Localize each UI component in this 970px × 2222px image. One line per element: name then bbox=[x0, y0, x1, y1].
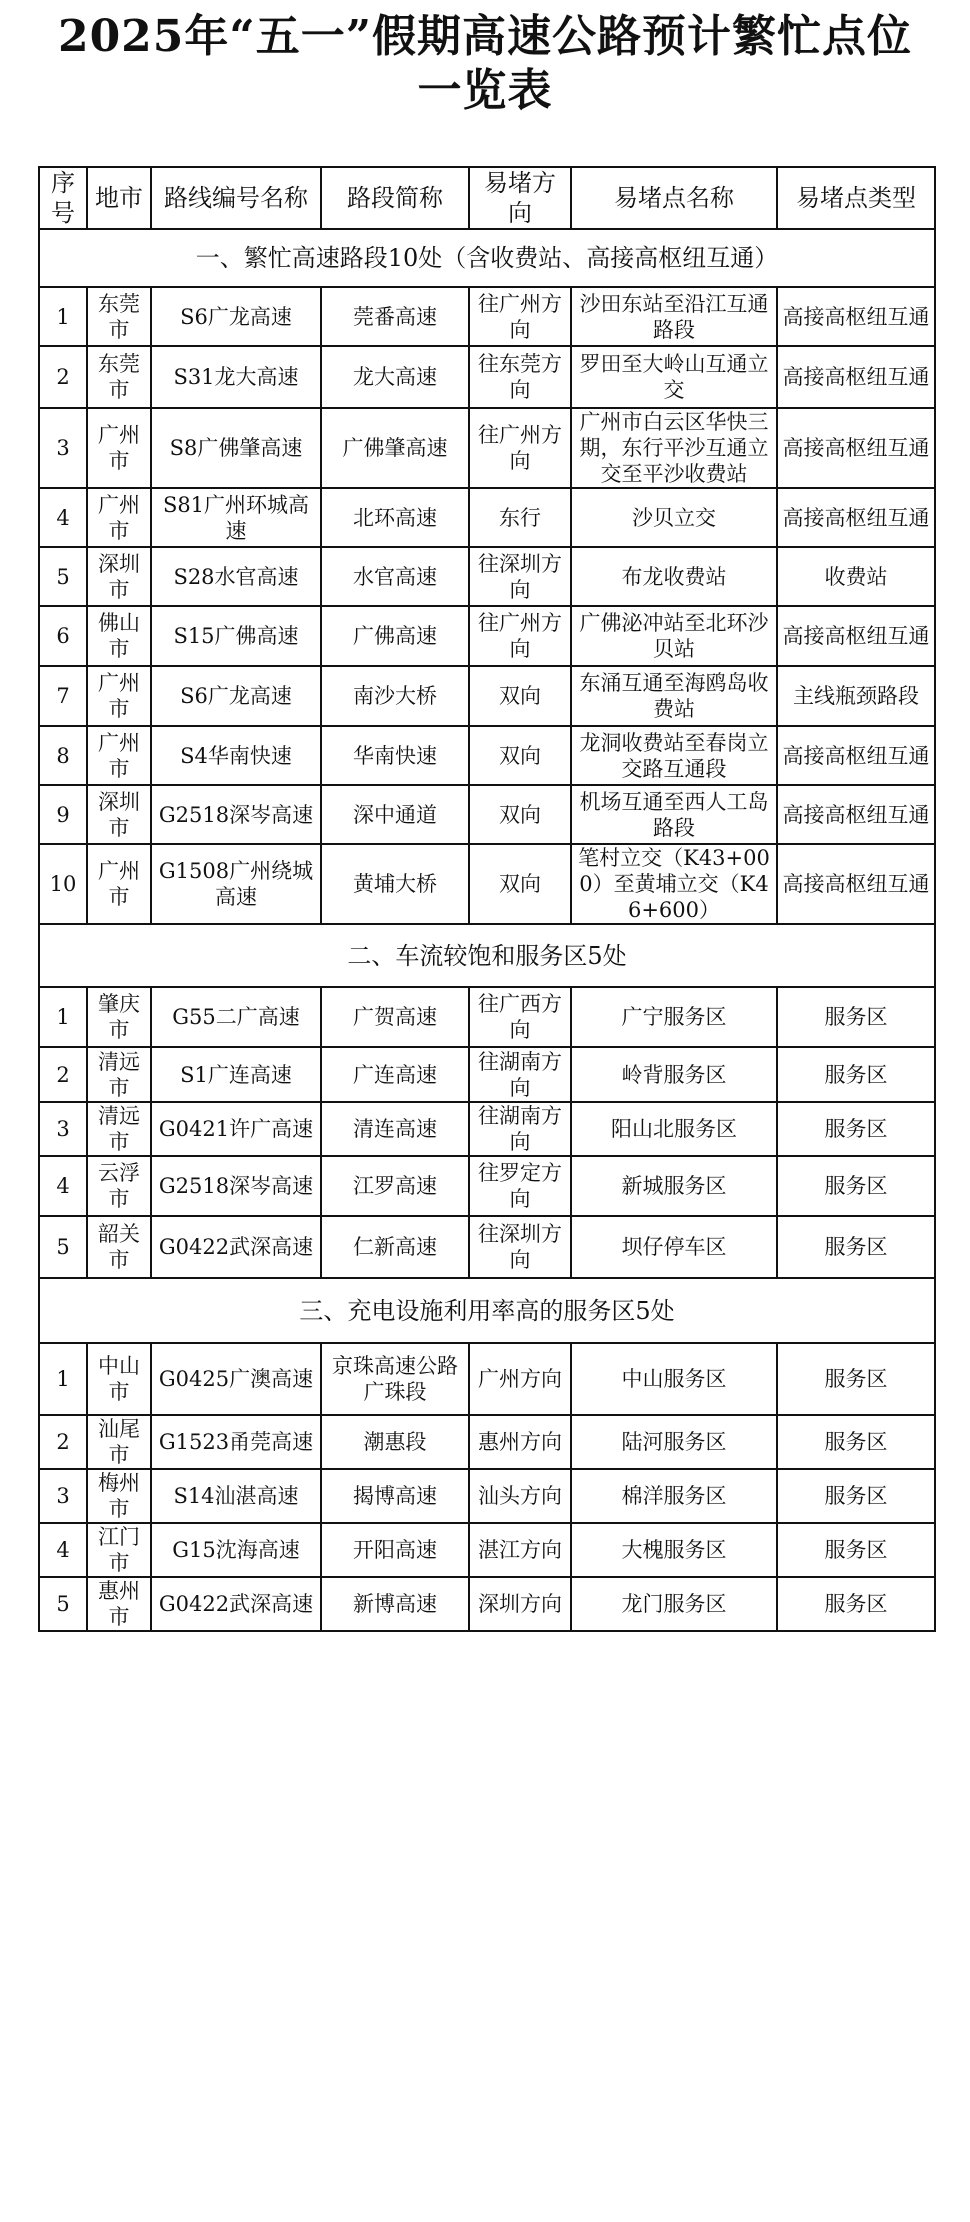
cell-index: 3 bbox=[39, 1469, 87, 1523]
table-row bbox=[39, 408, 935, 488]
cell-route: S15广佛高速 bbox=[151, 606, 321, 666]
cell-index: 9 bbox=[39, 785, 87, 844]
cell-index: 2 bbox=[39, 346, 87, 408]
table-row bbox=[39, 1523, 935, 1577]
cell-point-type: 服务区 bbox=[777, 1343, 935, 1415]
table-row bbox=[39, 785, 935, 844]
cell-index: 5 bbox=[39, 1216, 87, 1278]
cell-point-name: 沙贝立交 bbox=[571, 488, 777, 547]
cell-direction: 往广州方向 bbox=[469, 287, 571, 346]
cell-index: 3 bbox=[39, 1102, 87, 1156]
cell-index: 2 bbox=[39, 1047, 87, 1102]
cell-direction: 深圳方向 bbox=[469, 1577, 571, 1631]
table-row bbox=[39, 1156, 935, 1216]
header-cell: 易堵点类型 bbox=[777, 167, 935, 229]
table-row bbox=[39, 287, 935, 346]
cell-point-name: 广州市白云区华快三期，东行平沙互通立交至平沙收费站 bbox=[571, 408, 777, 488]
cell-point-name: 陆河服务区 bbox=[571, 1415, 777, 1469]
table-row bbox=[39, 1047, 935, 1102]
cell-route: S8广佛肇高速 bbox=[151, 408, 321, 488]
cell-section: 清连高速 bbox=[321, 1102, 469, 1156]
cell-section: 开阳高速 bbox=[321, 1523, 469, 1577]
section-title-row bbox=[39, 229, 935, 287]
cell-section: 南沙大桥 bbox=[321, 666, 469, 726]
cell-point-name: 东涌互通至海鸥岛收费站 bbox=[571, 666, 777, 726]
cell-point-type: 高接高枢纽互通 bbox=[777, 408, 935, 488]
cell-route: S1广连高速 bbox=[151, 1047, 321, 1102]
cell-point-name: 罗田至大岭山互通立交 bbox=[571, 346, 777, 408]
cell-direction: 往深圳方向 bbox=[469, 1216, 571, 1278]
cell-section: 潮惠段 bbox=[321, 1415, 469, 1469]
cell-direction: 往罗定方向 bbox=[469, 1156, 571, 1216]
cell-city: 云浮市 bbox=[87, 1156, 151, 1216]
header-cell: 易堵方向 bbox=[469, 167, 571, 229]
cell-section: 江罗高速 bbox=[321, 1156, 469, 1216]
header-row bbox=[39, 167, 935, 229]
cell-direction: 汕头方向 bbox=[469, 1469, 571, 1523]
table-row bbox=[39, 1216, 935, 1278]
cell-city: 广州市 bbox=[87, 666, 151, 726]
cell-route: G0422武深高速 bbox=[151, 1216, 321, 1278]
cell-route: S6广龙高速 bbox=[151, 666, 321, 726]
cell-section: 京珠高速公路广珠段 bbox=[321, 1343, 469, 1415]
cell-direction: 往深圳方向 bbox=[469, 547, 571, 606]
cell-section: 北环高速 bbox=[321, 488, 469, 547]
table-row bbox=[39, 606, 935, 666]
cell-index: 4 bbox=[39, 1156, 87, 1216]
cell-point-type: 服务区 bbox=[777, 1216, 935, 1278]
cell-direction: 广州方向 bbox=[469, 1343, 571, 1415]
cell-direction: 双向 bbox=[469, 785, 571, 844]
cell-index: 6 bbox=[39, 606, 87, 666]
cell-index: 4 bbox=[39, 1523, 87, 1577]
cell-city: 佛山市 bbox=[87, 606, 151, 666]
header-cell: 路线编号名称 bbox=[151, 167, 321, 229]
cell-index: 7 bbox=[39, 666, 87, 726]
cell-point-type: 服务区 bbox=[777, 1415, 935, 1469]
cell-index: 5 bbox=[39, 1577, 87, 1631]
section-title-row bbox=[39, 1278, 935, 1343]
table-row bbox=[39, 666, 935, 726]
cell-city: 广州市 bbox=[87, 488, 151, 547]
cell-point-name: 阳山北服务区 bbox=[571, 1102, 777, 1156]
cell-index: 2 bbox=[39, 1415, 87, 1469]
cell-section: 莞番高速 bbox=[321, 287, 469, 346]
cell-point-type: 高接高枢纽互通 bbox=[777, 287, 935, 346]
table-row bbox=[39, 346, 935, 408]
cell-city: 韶关市 bbox=[87, 1216, 151, 1278]
cell-point-type: 服务区 bbox=[777, 1102, 935, 1156]
cell-point-type: 高接高枢纽互通 bbox=[777, 844, 935, 924]
cell-route: S4华南快速 bbox=[151, 726, 321, 785]
cell-section: 揭博高速 bbox=[321, 1469, 469, 1523]
cell-point-type: 服务区 bbox=[777, 987, 935, 1047]
section-title: 三、充电设施利用率高的服务区5处 bbox=[39, 1278, 935, 1343]
cell-point-name: 笔村立交（K43+000）至黄埔立交（K46+600） bbox=[571, 844, 777, 924]
cell-point-type: 高接高枢纽互通 bbox=[777, 346, 935, 408]
cell-section: 仁新高速 bbox=[321, 1216, 469, 1278]
cell-route: G0425广澳高速 bbox=[151, 1343, 321, 1415]
cell-index: 3 bbox=[39, 408, 87, 488]
title-line-2: 一览表 bbox=[417, 65, 553, 116]
cell-point-name: 坝仔停车区 bbox=[571, 1216, 777, 1278]
cell-route: S14汕湛高速 bbox=[151, 1469, 321, 1523]
cell-index: 1 bbox=[39, 1343, 87, 1415]
cell-section: 广贺高速 bbox=[321, 987, 469, 1047]
cell-point-type: 高接高枢纽互通 bbox=[777, 785, 935, 844]
cell-city: 中山市 bbox=[87, 1343, 151, 1415]
cell-index: 10 bbox=[39, 844, 87, 924]
table-row bbox=[39, 488, 935, 547]
cell-section: 广佛高速 bbox=[321, 606, 469, 666]
header-cell: 易堵点名称 bbox=[571, 167, 777, 229]
cell-direction: 往湖南方向 bbox=[469, 1047, 571, 1102]
section-title: 二、车流较饱和服务区5处 bbox=[39, 924, 935, 987]
cell-direction: 东行 bbox=[469, 488, 571, 547]
title-line-1: 2025年“五一”假期高速公路预计繁忙点位 bbox=[57, 11, 913, 62]
cell-route: G2518深岑高速 bbox=[151, 1156, 321, 1216]
cell-point-name: 大槐服务区 bbox=[571, 1523, 777, 1577]
section-title: 一、繁忙高速路段10处（含收费站、高接高枢纽互通） bbox=[39, 229, 935, 287]
cell-section: 黄埔大桥 bbox=[321, 844, 469, 924]
cell-point-type: 服务区 bbox=[777, 1047, 935, 1102]
header-cell: 地市 bbox=[87, 167, 151, 229]
cell-index: 5 bbox=[39, 547, 87, 606]
table-row bbox=[39, 726, 935, 785]
cell-index: 4 bbox=[39, 488, 87, 547]
cell-direction: 往东莞方向 bbox=[469, 346, 571, 408]
table-body bbox=[39, 229, 935, 1631]
cell-city: 汕尾市 bbox=[87, 1415, 151, 1469]
cell-index: 8 bbox=[39, 726, 87, 785]
congestion-points-table bbox=[38, 166, 936, 1632]
cell-city: 深圳市 bbox=[87, 547, 151, 606]
table-row bbox=[39, 1415, 935, 1469]
cell-route: G55二广高速 bbox=[151, 987, 321, 1047]
cell-city: 深圳市 bbox=[87, 785, 151, 844]
cell-index: 1 bbox=[39, 987, 87, 1047]
cell-direction: 往广州方向 bbox=[469, 408, 571, 488]
cell-city: 东莞市 bbox=[87, 346, 151, 408]
cell-route: G0422武深高速 bbox=[151, 1577, 321, 1631]
cell-section: 新博高速 bbox=[321, 1577, 469, 1631]
cell-point-name: 机场互通至西人工岛路段 bbox=[571, 785, 777, 844]
cell-point-name: 龙洞收费站至春岗立交路互通段 bbox=[571, 726, 777, 785]
cell-direction: 往广西方向 bbox=[469, 987, 571, 1047]
cell-city: 梅州市 bbox=[87, 1469, 151, 1523]
cell-city: 肇庆市 bbox=[87, 987, 151, 1047]
header-cell: 路段简称 bbox=[321, 167, 469, 229]
cell-point-name: 新城服务区 bbox=[571, 1156, 777, 1216]
cell-direction: 双向 bbox=[469, 666, 571, 726]
cell-point-type: 高接高枢纽互通 bbox=[777, 488, 935, 547]
cell-section: 广连高速 bbox=[321, 1047, 469, 1102]
cell-route: G0421许广高速 bbox=[151, 1102, 321, 1156]
cell-section: 水官高速 bbox=[321, 547, 469, 606]
cell-point-name: 中山服务区 bbox=[571, 1343, 777, 1415]
cell-city: 广州市 bbox=[87, 408, 151, 488]
cell-city: 广州市 bbox=[87, 844, 151, 924]
cell-point-type: 收费站 bbox=[777, 547, 935, 606]
cell-route: S81广州环城高速 bbox=[151, 488, 321, 547]
cell-direction: 双向 bbox=[469, 726, 571, 785]
cell-point-name: 布龙收费站 bbox=[571, 547, 777, 606]
cell-route: G15沈海高速 bbox=[151, 1523, 321, 1577]
table-row bbox=[39, 1469, 935, 1523]
cell-section: 华南快速 bbox=[321, 726, 469, 785]
cell-point-type: 服务区 bbox=[777, 1523, 935, 1577]
cell-city: 清远市 bbox=[87, 1102, 151, 1156]
document-title bbox=[0, 10, 970, 118]
cell-city: 江门市 bbox=[87, 1523, 151, 1577]
cell-route: G1523甬莞高速 bbox=[151, 1415, 321, 1469]
cell-point-type: 高接高枢纽互通 bbox=[777, 726, 935, 785]
cell-point-name: 龙门服务区 bbox=[571, 1577, 777, 1631]
cell-section: 龙大高速 bbox=[321, 346, 469, 408]
table-row bbox=[39, 987, 935, 1047]
cell-direction: 双向 bbox=[469, 844, 571, 924]
cell-route: G1508广州绕城高速 bbox=[151, 844, 321, 924]
table-row bbox=[39, 844, 935, 924]
table-row bbox=[39, 1577, 935, 1631]
cell-city: 东莞市 bbox=[87, 287, 151, 346]
cell-city: 惠州市 bbox=[87, 1577, 151, 1631]
cell-point-name: 广佛泌冲站至北环沙贝站 bbox=[571, 606, 777, 666]
cell-section: 深中通道 bbox=[321, 785, 469, 844]
cell-section: 广佛肇高速 bbox=[321, 408, 469, 488]
cell-direction: 往广州方向 bbox=[469, 606, 571, 666]
cell-point-name: 岭背服务区 bbox=[571, 1047, 777, 1102]
cell-point-type: 主线瓶颈路段 bbox=[777, 666, 935, 726]
cell-point-name: 广宁服务区 bbox=[571, 987, 777, 1047]
cell-route: S28水官高速 bbox=[151, 547, 321, 606]
table-row bbox=[39, 547, 935, 606]
cell-point-type: 高接高枢纽互通 bbox=[777, 606, 935, 666]
cell-direction: 湛江方向 bbox=[469, 1523, 571, 1577]
cell-city: 广州市 bbox=[87, 726, 151, 785]
table-row bbox=[39, 1102, 935, 1156]
header-cell: 序号 bbox=[39, 167, 87, 229]
cell-point-name: 沙田东站至沿江互通路段 bbox=[571, 287, 777, 346]
section-title-row bbox=[39, 924, 935, 987]
cell-point-type: 服务区 bbox=[777, 1156, 935, 1216]
cell-route: S6广龙高速 bbox=[151, 287, 321, 346]
cell-point-type: 服务区 bbox=[777, 1469, 935, 1523]
cell-route: G2518深岑高速 bbox=[151, 785, 321, 844]
cell-direction: 惠州方向 bbox=[469, 1415, 571, 1469]
cell-city: 清远市 bbox=[87, 1047, 151, 1102]
table-row bbox=[39, 1343, 935, 1415]
cell-route: S31龙大高速 bbox=[151, 346, 321, 408]
cell-point-name: 棉洋服务区 bbox=[571, 1469, 777, 1523]
cell-point-type: 服务区 bbox=[777, 1577, 935, 1631]
cell-index: 1 bbox=[39, 287, 87, 346]
cell-direction: 往湖南方向 bbox=[469, 1102, 571, 1156]
